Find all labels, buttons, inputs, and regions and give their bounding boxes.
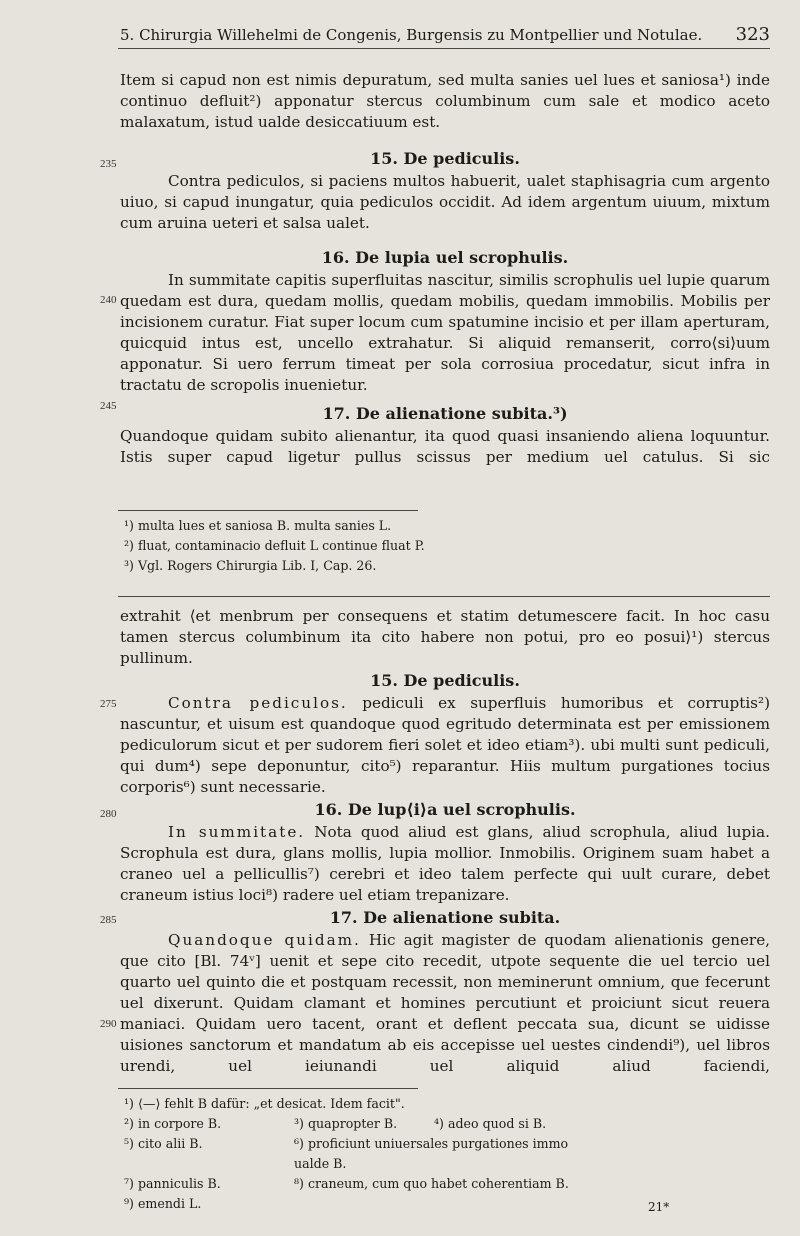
footnote-grid [124, 1114, 774, 1214]
footnote: ⁶) proficiunt uniuersales purgationes immo ualde B. [294, 1136, 569, 1171]
line-number: 280 [100, 808, 117, 820]
footnote: ¹) ⟨—⟩ fehlt B dafür: „et desicat. Idem facit". [124, 1096, 405, 1111]
line-number: 235 [100, 158, 117, 170]
footnote: ⁵) cito alii B. [124, 1136, 203, 1151]
section-body: Nota quod aliud est glans, aliud scrophula, aliud lupia. Scrophula est dura, glans mollis, lupia mollior. Inmobilis. Originem suam habet a craneo uel a pellicullis⁷) cerebri et ideo talem perfecte qui uult curare, debet craneum istius loci⁸) radere uel etiam trepanizare. [120, 823, 771, 904]
section-text: Contra pediculos, si paciens multos habuerit, ualet staphisagria cum argento uiuo, si capud inungatur, quia pediculos occidit. Ad idem argentum uiuum, mixtum cum aruina ueteri et salsa ualet. [120, 172, 770, 232]
footnote: ²) in corpore B. [124, 1116, 222, 1131]
top-text-block [120, 70, 770, 468]
section-text [120, 693, 770, 798]
footnote: ³) quapropter B. [294, 1116, 398, 1131]
lemma: Quandoque quidam. [168, 931, 361, 949]
section-text: Quandoque quidam subito alienantur, ita quod quasi insaniendo aliena loquuntur. Istis super capud ligetur pullus scissus per medium uel catulus. Si sic [120, 427, 770, 466]
bottom-text-block [120, 606, 770, 1077]
section-heading: 17. De alienatione subita. [329, 908, 561, 927]
section-text: In summitate capitis superfluitas nascitur, similis scrophulis uel lupie quarum quedam est dura, quedam mollis, quedam mobilis, quedam immobilis. Mobilis per incisionem curatur. Fiat super locum cum spatumine incisio et per illam aperturam, quicquid intus est, uncello extrahatur. Si aliquid remanserit, corro⟨si⟩uum apponatur. Si uero ferrum timeat per sola corrosiua procedatur, sicut infra in tractatu de scropolis inuenietur. [120, 271, 770, 394]
footnote: ⁴) adeo quod si B. [434, 1116, 547, 1131]
line-number: 240 [100, 294, 117, 306]
page-number: 323 [735, 24, 770, 45]
section-body: pediculi ex superfluis humoribus et corruptis²) nascuntur, et uisum est quandoque quod egritudo determinata est per emissionem pediculorum sicut et per sudorem fieri solet et ideo etiam³). ubi multi sunt pediculi, qui dum⁴) sepe deponuntur, cito⁵) reparantur. Hiis multum purgationes tocius corporis⁶) sunt necessarie. [120, 694, 770, 796]
running-header [120, 24, 770, 45]
lemma: In summitate. [168, 823, 306, 841]
line-number: 275 [100, 698, 117, 710]
footnote: ⁸) craneum, cum quo habet coherentiam B. [294, 1176, 569, 1191]
top-footnotes [124, 516, 774, 576]
printer-signature: 21* [648, 1200, 670, 1214]
intro-paragraph: Item si capud non est nimis depuratum, sed multa sanies uel lues et saniosa¹) inde continuo defluit²) apponatur stercus columbinum cum sale et modico aceto malaxatum, istud ualde desiccatiuum est. [120, 71, 770, 131]
section-heading: 16. De lup⟨i⟩a uel scrophulis. [314, 800, 576, 819]
line-number: 245 [100, 400, 117, 412]
section-heading: 17. De alienatione subita.³) [322, 404, 568, 423]
footnote: ⁹) emendi L. [124, 1196, 202, 1211]
footnote-rule [118, 510, 418, 511]
section-text [120, 930, 770, 1077]
footnote: ²) fluat, contaminacio defluit L continue fluat P. [124, 538, 425, 553]
section-body: Hic agit magister de quodam alienationis genere, que cito [Bl. 74ᵛ] uenit et sepe cito recedit, utpote sequente die uel tercio uel quarto uel quinto die et postquam recessit, non meminerunt omnium, que fecerunt uel dixerunt. Quidam clamant et homines percutiunt et proiciunt sicut reuera maniaci. Quidam uero tacent, orant et deflent peccata sua, dicunt se uidisse uisiones sanctorum et mandatum ab eis accepisse uel uestes cindendi⁹), uel libros urendi, uel ieiunandi uel aliquid aliud faciendi, [120, 931, 771, 1075]
intro-paragraph: extrahit ⟨et menbrum per consequens et statim detumescere facit. In hoc casu tamen stercus columbinum ita cito habere non potui, pro eo posui⟩¹) stercus pullinum. [120, 607, 770, 667]
bottom-footnotes [124, 1094, 774, 1214]
line-number: 285 [100, 914, 117, 926]
section-divider [118, 596, 770, 597]
line-number: 290 [100, 1018, 117, 1030]
section-heading: 15. De pediculis. [370, 149, 520, 168]
header-rule [118, 48, 770, 49]
section-heading: 16. De lupia uel scrophulis. [321, 248, 569, 267]
running-title: 5. Chirurgia Willehelmi de Congenis, Burgensis zu Montpellier und Notulae. [120, 26, 703, 44]
lemma: Contra pediculos. [168, 694, 348, 712]
footnote: ⁷) panniculis B. [124, 1176, 221, 1191]
footnote: ³) Vgl. Rogers Chirurgia Lib. I, Cap. 26. [124, 558, 377, 573]
section-text [120, 822, 770, 906]
footnote-rule [118, 1088, 418, 1089]
section-heading: 15. De pediculis. [370, 671, 520, 690]
footnote: ¹) multa lues et saniosa B. multa sanies L. [124, 518, 392, 533]
